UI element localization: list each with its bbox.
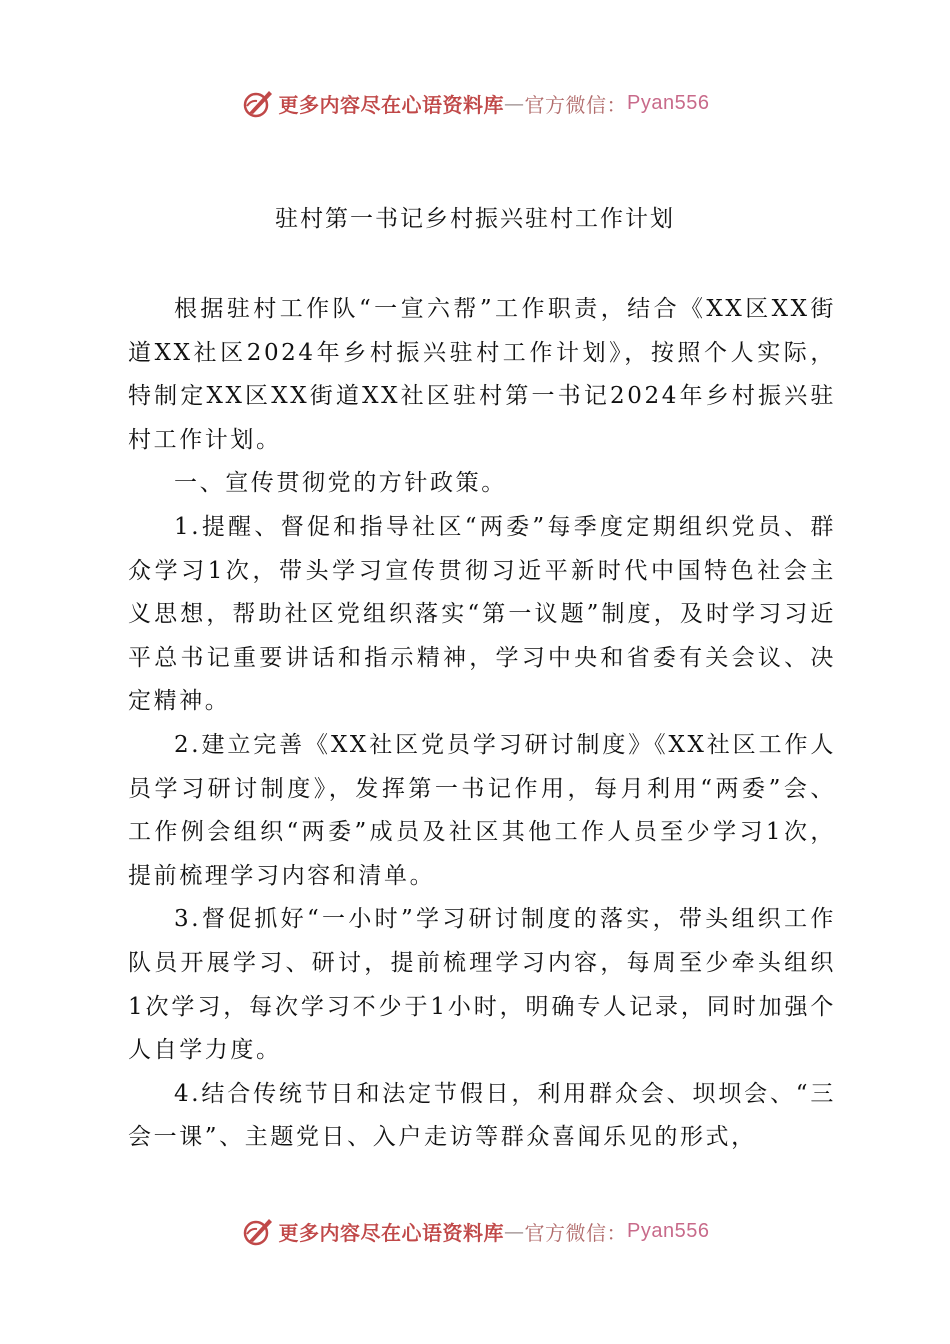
paragraph-item-2: 2.建立完善《XX社区党员学习研讨制度》《XX社区工作人员学习研讨制度》，发挥第一书记作用，每月利用“两委”会、工作例会组织“两委”成员及社区其他工作人员至少学习1次，提前梳理学习内容和清单。 bbox=[128, 731, 836, 889]
watermark-dash: — bbox=[504, 1219, 525, 1243]
section-heading-1: 一、宣传贯彻党的方针政策。 bbox=[174, 470, 507, 497]
watermark-banner-bottom bbox=[0, 1211, 950, 1251]
watermark-brand: 更多内容尽在心语资料库 bbox=[278, 1220, 505, 1245]
watermark-wechat-id: Pyan556 bbox=[627, 1219, 710, 1242]
document-title: 驻村第一书记乡村振兴驻村工作计划 bbox=[275, 206, 675, 232]
watermark-wechat-label: 官方微信： bbox=[524, 1220, 628, 1245]
watermark-dash: — bbox=[504, 91, 525, 115]
watermark-banner-top bbox=[0, 83, 950, 123]
quill-logo-icon bbox=[241, 1214, 275, 1248]
paragraph-intro: 根据驻村工作队“一宣六帮”工作职责，结合《XX区XX街道XX社区2024年乡村振兴驻村工作计划》，按照个人实际，特制定XX区XX街道XX社区驻村第一书记2024年乡村振兴驻村工作计划。 bbox=[128, 296, 836, 453]
watermark-wechat-id: Pyan556 bbox=[627, 91, 710, 114]
watermark-brand: 更多内容尽在心语资料库 bbox=[278, 92, 505, 117]
document-body bbox=[128, 288, 836, 1160]
paragraph-item-1: 1.提醒、督促和指导社区“两委”每季度定期组织党员、群众学习1次，带头学习宣传贯彻习近平新时代中国特色社会主义思想，帮助社区党组织落实“第一议题”制度，及时学习习近平总书记重要讲话和指示精神，学习中央和省委有关会议、决定精神。 bbox=[128, 513, 836, 715]
paragraph-item-4: 4.结合传统节日和法定节假日，利用群众会、坝坝会、“三会一课”、主题党日、入户走访等群众喜闻乐见的形式， bbox=[128, 1080, 836, 1151]
quill-logo-icon bbox=[241, 86, 275, 120]
watermark-wechat-label: 官方微信： bbox=[524, 92, 628, 117]
paragraph-item-3: 3.督促抓好“一小时”学习研讨制度的落实，带头组织工作队员开展学习、研讨，提前梳理学习内容，每周至少牵头组织1次学习，每次学习不少于1小时，明确专人记录，同时加强个人自学力度。 bbox=[128, 906, 836, 1064]
